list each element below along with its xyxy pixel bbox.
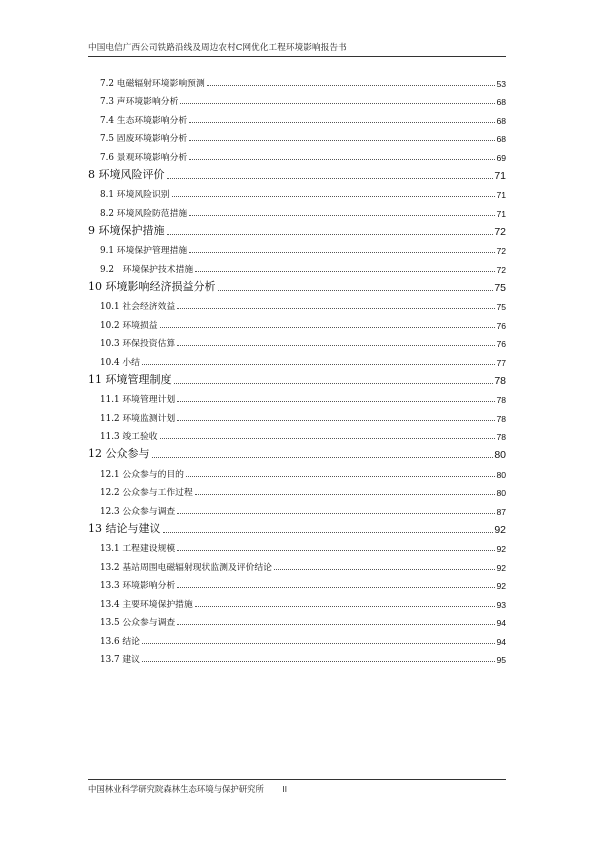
toc-entry-title: 12.1 公众参与的目的: [100, 469, 184, 480]
toc-entry-page: 80: [494, 449, 506, 461]
toc-entry-page: 71: [494, 169, 506, 182]
toc-dot-leader: [218, 289, 494, 291]
toc-entry-page: 92: [494, 523, 506, 536]
toc-dot-leader: [163, 531, 494, 533]
toc-entry-page: 94: [496, 636, 506, 647]
toc-entry-page: 80: [496, 469, 506, 480]
toc-dot-leader: [189, 158, 495, 160]
toc-dot-leader: [195, 270, 495, 272]
toc-entry-page: 72: [496, 246, 506, 256]
toc-dot-leader: [142, 642, 495, 644]
toc-entry-page: 69: [496, 152, 506, 163]
toc-dot-leader: [152, 456, 494, 458]
toc-entry-title: 11.2 环境监测计划: [100, 413, 176, 424]
toc-entry-page: 68: [496, 97, 506, 107]
toc-chapter-entry[interactable]: [88, 368, 506, 387]
toc-entry-title: 8.1 环境风险识别: [100, 190, 170, 200]
toc-entry-title: 13.4 主要环境保护措施: [100, 599, 193, 610]
toc-entry-page: 71: [496, 208, 506, 219]
toc-entry-title: 9.2 环境保护技术措施: [100, 264, 194, 275]
toc-section-entry[interactable]: [88, 126, 506, 145]
toc-entry-page: 87: [496, 506, 506, 517]
toc-section-entry[interactable]: [88, 182, 506, 201]
toc-section-entry[interactable]: [88, 70, 506, 89]
toc-entry-title: 10.4 小结: [100, 357, 140, 368]
toc-entry-title: 9 环境保护措施: [88, 223, 165, 237]
toc-dot-leader: [177, 419, 495, 421]
toc-entry-title: 7.4 生态环境影响分析: [100, 115, 188, 126]
toc-dot-leader: [177, 549, 495, 551]
toc-entry-title: 7.5 固废环境影响分析: [100, 134, 188, 144]
toc-chapter-entry[interactable]: [88, 275, 506, 294]
toc-section-entry[interactable]: [88, 554, 506, 573]
toc-section-entry[interactable]: [88, 480, 506, 499]
toc-section-entry[interactable]: [88, 498, 506, 517]
toc-dot-leader: [189, 214, 495, 216]
toc-dot-leader: [195, 493, 496, 495]
toc-section-entry[interactable]: [88, 256, 506, 275]
toc-entry-page: 76: [496, 339, 506, 349]
toc-entry-title: 11.1 环境管理计划: [100, 395, 176, 405]
toc-entry-title: 7.2 电磁辐射环境影响预测: [100, 78, 205, 89]
toc-dot-leader: [160, 326, 496, 328]
toc-section-entry[interactable]: [88, 349, 506, 368]
toc-dot-leader: [274, 568, 496, 570]
toc-section-entry[interactable]: [88, 387, 506, 406]
running-footer: [88, 779, 506, 795]
toc-dot-leader: [189, 251, 495, 253]
toc-entry-title: 12.2 公众参与工作过程: [100, 488, 193, 498]
toc-section-entry[interactable]: [88, 200, 506, 219]
toc-entry-page: 78: [496, 413, 506, 424]
toc-dot-leader: [142, 660, 495, 662]
toc-chapter-entry[interactable]: [88, 442, 506, 461]
toc-entry-page: 80: [496, 488, 506, 498]
toc-section-entry[interactable]: [88, 405, 506, 424]
toc-entry-page: 78: [496, 395, 506, 405]
toc-dot-leader: [177, 586, 495, 588]
toc-dot-leader: [195, 605, 496, 607]
toc-entry-page: 76: [496, 320, 506, 331]
toc-entry-title: 9.1 环境保护管理措施: [100, 246, 188, 256]
toc-section-entry[interactable]: [88, 331, 506, 350]
toc-entry-page: 72: [496, 264, 506, 275]
footer-page-number: II: [282, 785, 287, 794]
toc-entry-title: 13.5 公众参与调查: [100, 618, 176, 628]
toc-entry-title: 11.3 竣工验收: [100, 432, 158, 442]
toc-chapter-entry[interactable]: [88, 219, 506, 238]
toc-entry-page: 94: [496, 618, 506, 628]
toc-section-entry[interactable]: [88, 573, 506, 592]
toc-dot-leader: [207, 84, 496, 86]
toc-entry-page: 71: [496, 190, 506, 200]
toc-entry-page: 75: [494, 281, 506, 294]
toc-section-entry[interactable]: [88, 107, 506, 126]
toc-entry-page: 77: [496, 357, 506, 368]
toc-dot-leader: [177, 344, 495, 346]
toc-section-entry[interactable]: [88, 610, 506, 629]
toc-entry-title: 7.3 声环境影响分析: [100, 97, 179, 107]
header-title: 中国电信广西公司铁路沿线及周边农村C网优化工程环境影响报告书: [88, 43, 347, 53]
toc-entry-title: 13.6 结论: [100, 636, 140, 647]
toc-section-entry[interactable]: [88, 89, 506, 108]
toc-entry-title: 10.2 环境损益: [100, 320, 158, 331]
toc-dot-leader: [172, 195, 496, 197]
toc-dot-leader: [167, 177, 494, 179]
table-of-contents: [88, 70, 506, 665]
toc-entry-title: 7.6 景观环境影响分析: [100, 152, 188, 163]
toc-section-entry[interactable]: [88, 144, 506, 163]
toc-entry-title: 13.7 建议: [100, 655, 140, 665]
toc-entry-page: 93: [496, 599, 506, 610]
toc-entry-page: 95: [496, 655, 506, 665]
toc-section-entry[interactable]: [88, 424, 506, 443]
toc-entry-title: 8.2 环境风险防范措施: [100, 208, 188, 219]
toc-entry-title: 8 环境风险评价: [88, 167, 165, 181]
toc-entry-title: 11 环境管理制度: [88, 372, 172, 386]
toc-chapter-entry[interactable]: [88, 163, 506, 182]
toc-section-entry[interactable]: [88, 536, 506, 555]
toc-entry-page: 75: [496, 302, 506, 312]
toc-entry-page: 78: [496, 432, 506, 442]
toc-entry-page: 92: [496, 581, 506, 591]
footer-org: 中国林业科学研究院森林生态环境与保护研究所: [88, 784, 264, 794]
toc-dot-leader: [189, 139, 495, 141]
toc-dot-leader: [177, 512, 495, 514]
toc-entry-page: 68: [496, 134, 506, 144]
toc-dot-leader: [160, 437, 496, 439]
toc-entry-title: 10 环境影响经济损益分析: [88, 279, 216, 293]
toc-section-entry[interactable]: [88, 628, 506, 647]
toc-dot-leader: [177, 307, 495, 309]
toc-entry-title: 10.3 环保投资估算: [100, 339, 176, 349]
toc-dot-leader: [189, 121, 495, 123]
toc-entry-page: 53: [496, 78, 506, 89]
toc-entry-title: 10.1 社会经济效益: [100, 302, 176, 312]
toc-dot-leader: [186, 475, 495, 477]
toc-section-entry[interactable]: [88, 647, 506, 666]
toc-entry-title: 13.2 基站周围电磁辐射现状监测及评价结论: [100, 562, 272, 573]
toc-section-entry[interactable]: [88, 294, 506, 313]
toc-dot-leader: [142, 363, 495, 365]
toc-entry-title: 12.3 公众参与调查: [100, 506, 176, 517]
running-header: [88, 41, 506, 57]
toc-dot-leader: [177, 400, 495, 402]
toc-section-entry[interactable]: [88, 238, 506, 257]
toc-entry-title: 12 公众参与: [88, 447, 150, 460]
toc-dot-leader: [180, 102, 495, 104]
toc-dot-leader: [177, 623, 495, 625]
toc-section-entry[interactable]: [88, 312, 506, 331]
toc-section-entry[interactable]: [88, 461, 506, 480]
toc-dot-leader: [174, 382, 494, 384]
toc-dot-leader: [167, 233, 494, 235]
toc-entry-title: 13.3 环境影响分析: [100, 581, 176, 591]
toc-chapter-entry[interactable]: [88, 517, 506, 536]
toc-entry-title: 13 结论与建议: [88, 521, 161, 535]
toc-entry-page: 92: [496, 544, 506, 554]
toc-entry-page: 78: [494, 374, 506, 387]
toc-entry-title: 13.1 工程建设规模: [100, 544, 176, 554]
toc-entry-page: 92: [496, 562, 506, 573]
toc-section-entry[interactable]: [88, 591, 506, 610]
toc-entry-page: 68: [496, 115, 506, 126]
toc-entry-page: 72: [494, 225, 506, 238]
